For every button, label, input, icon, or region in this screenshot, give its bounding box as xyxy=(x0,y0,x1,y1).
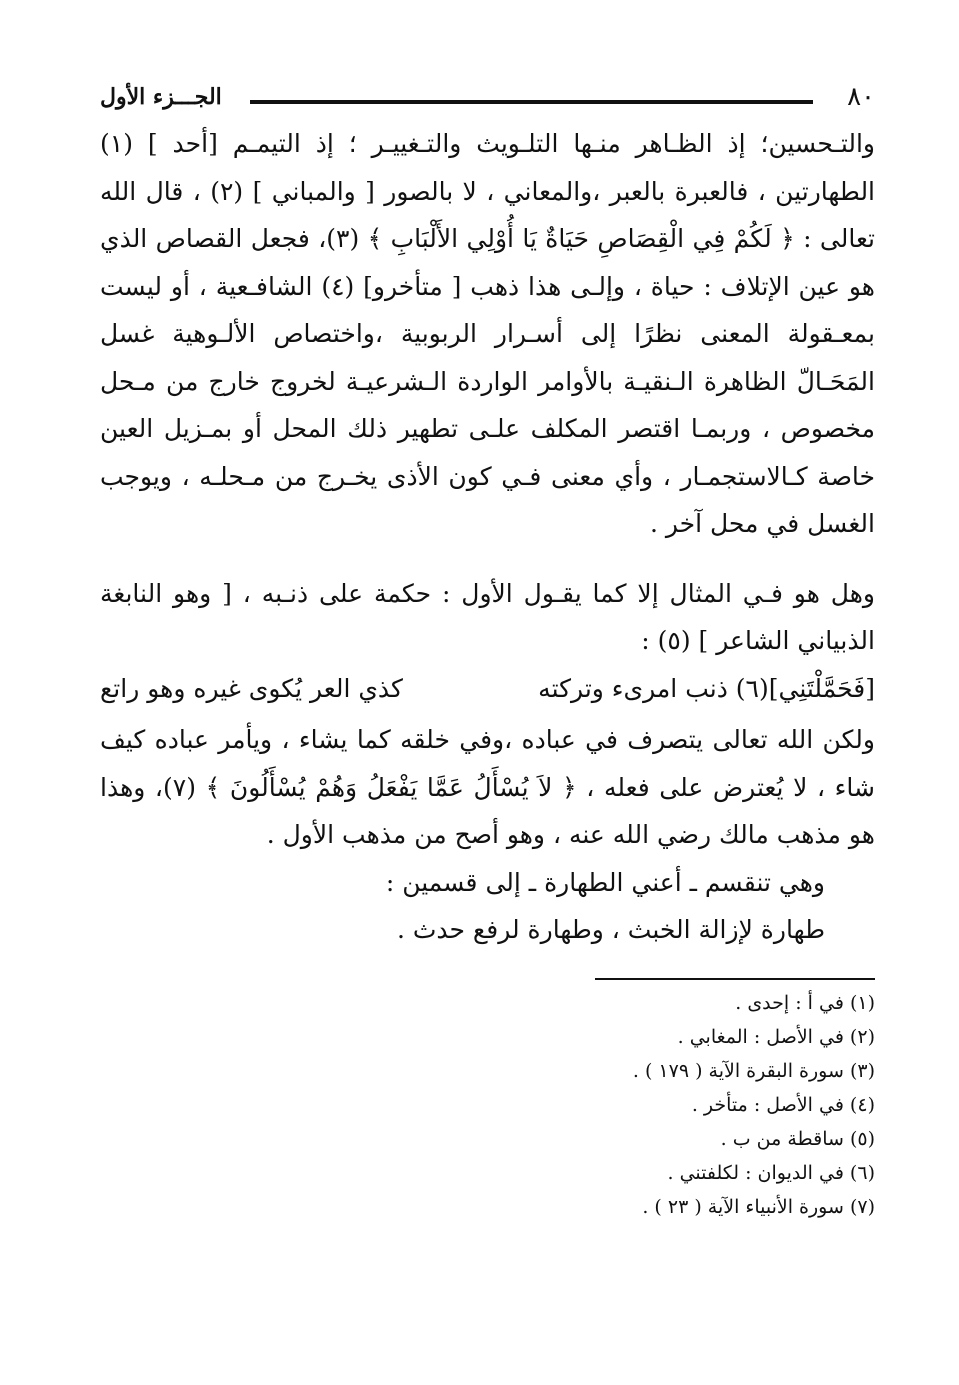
book-page xyxy=(100,70,875,1224)
footnote: (٥) ساقطة من ب . xyxy=(720,1127,875,1150)
page-number: ٨٠ xyxy=(847,82,875,112)
paragraph: ولكن الله تعالى يتصرف في عباده ،وفي خلقه كما يشاء ، ويأمر عباده كيف شاء ، لا يُعترض على فعله ، ﴿ لاَ يُسْأَلُ عَمَّا يَفْعَلُ وَهُمْ يُسْأَلُونَ ﴾ (٧)، وهذا هو مذهب مالك رضي الله عنه ، وهو أصح من مذهب الأول . xyxy=(100,725,875,849)
paragraph: والتـحسين؛ إذ الظـاهر منـها التلـويث والتـغييـر ؛ إذ التيمـم [أحد ] (١) الطهارتين ، فالعبرة بالعبر ،والمعاني ، لا بالصور [ والمباني ] (٢) ، قال الله تعالى : ﴿ لَكُمْ فِي الْقِصَاصِ حَيَاةٌ يَا أُوْلِي الأَلْبَابِ ﴾ (٣)، فجعل القصاص الذي هو عين الإتلاف : حياة ، وإلـى هذا ذهب [ متأخرو] (٤) الشافـعية ، أو ليست بمعـقولة المعنى نظرًا إلى أسـرار الربوبية ،واختصاص الألـوهية غسل المَحَـالّ الظاهرة الـنقيـة بالأوامر الواردة الـشرعيـة لخروج خارج من مـحل مخصوص ، وربمـا اقتصر المكلف علـى تطهير ذلك المحل أو بمـزيل العين خاصة كـالاستجمـار ، وأي معنى فـي كون الأذى يخـرج من مـحلـه ، ويوجب الغسل في محل آخر . xyxy=(100,129,876,538)
footnote: (٧) سورة الأنبياء الآية ( ٢٣ ) . xyxy=(642,1195,875,1218)
paragraph: طهارة لإزالة الخبث ، وطهارة لرفع حدث . xyxy=(396,915,825,944)
footnotes xyxy=(100,986,875,1224)
footnote: (١) في أ : إحدى . xyxy=(735,991,875,1014)
footnote: (٣) سورة البقرة الآية ( ١٧٩ ) . xyxy=(632,1059,875,1082)
header-rule xyxy=(250,100,813,104)
page-header xyxy=(100,70,875,120)
footnote-separator xyxy=(595,978,875,980)
paragraph: وهل هو فـي المثال إلا كما يقـول الأول : حكمة على ذنـبه ، [ وهو النابغة الذبياني الشاعر ] (٥) : xyxy=(100,578,875,655)
paragraph: وهي تنقسم ـ أعني الطهارة ـ إلى قسمين : xyxy=(385,867,825,897)
footnote: (٢) في الأصل : المغابي . xyxy=(677,1025,875,1048)
verse-second-hemistich: كذي العر يُكوى غيره وهو راتع xyxy=(100,673,403,703)
part-title: الجـــزء الأول xyxy=(100,84,222,110)
footnote: (٦) في الديوان : لكلفتني . xyxy=(667,1161,875,1184)
poetry-verse xyxy=(100,665,875,717)
verse-first-hemistich: [فَحَمَّلْتَنِي](٦) ذنب امرىء وتركته xyxy=(538,673,875,703)
main-text xyxy=(100,120,875,954)
footnote: (٤) في الأصل : متأخر . xyxy=(691,1093,875,1116)
